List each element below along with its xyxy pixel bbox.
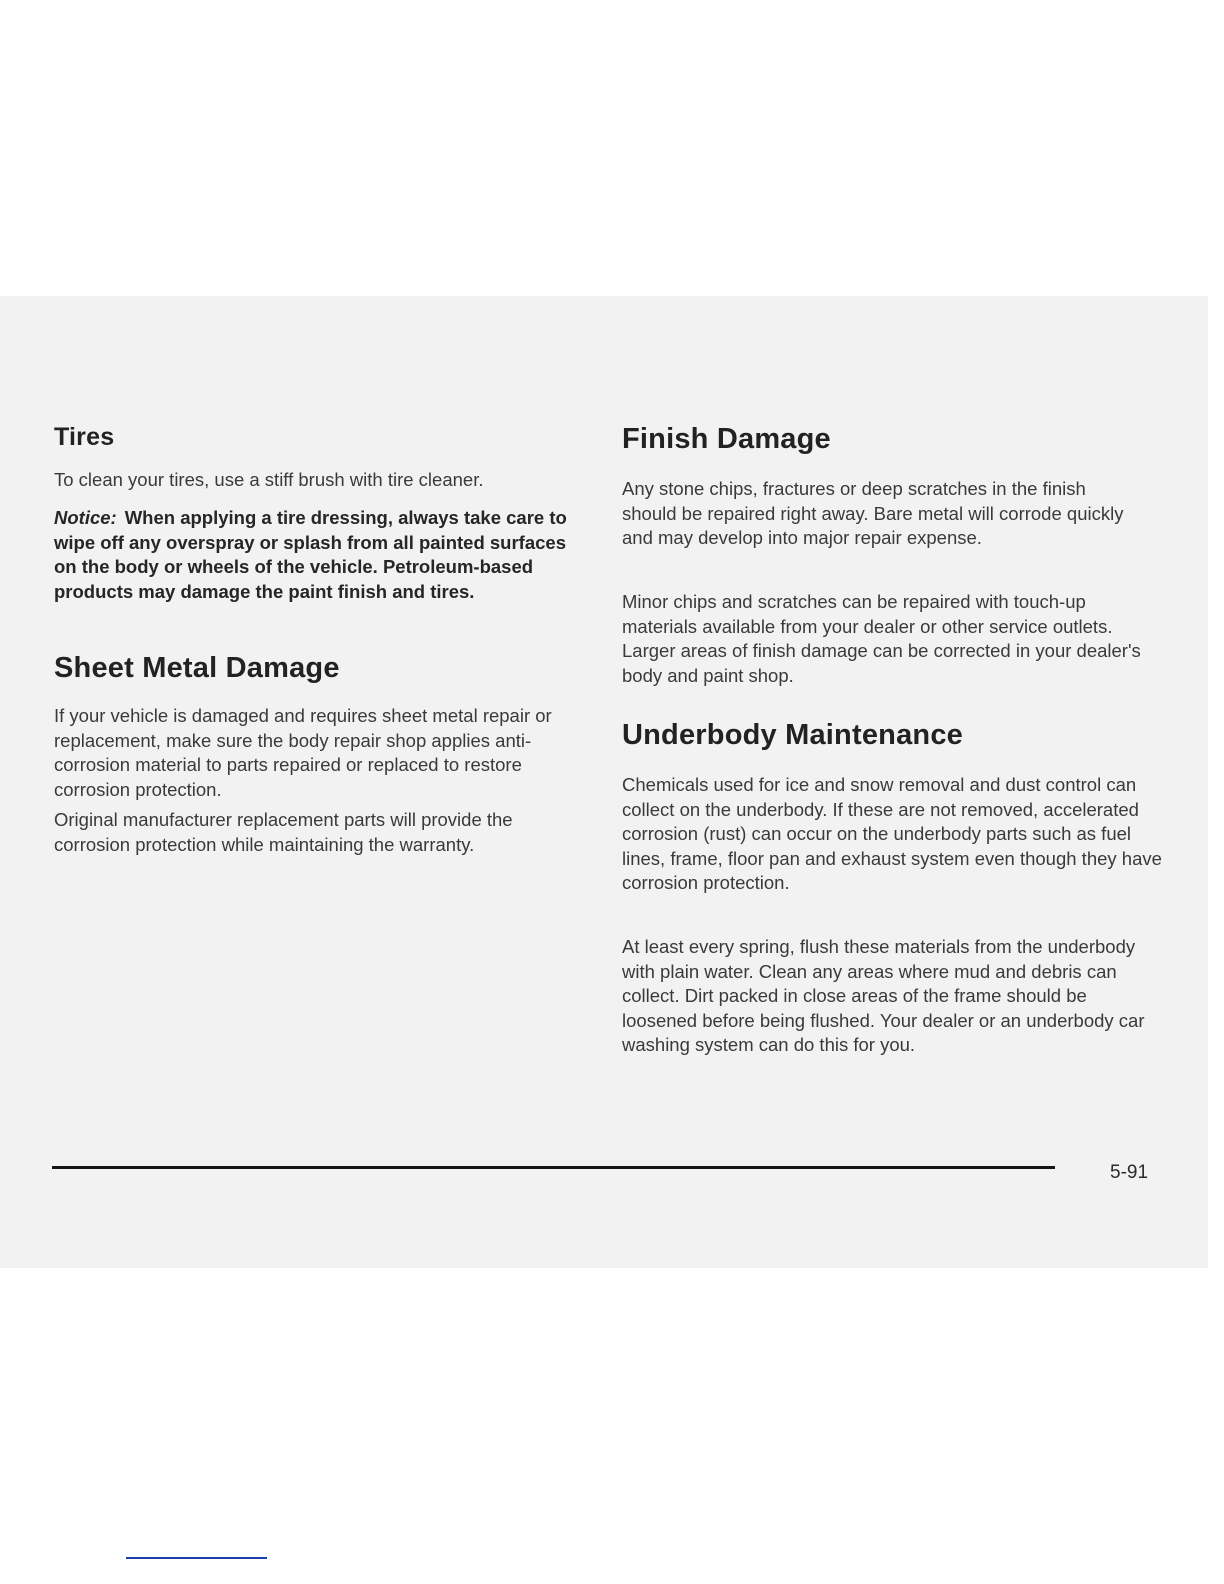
page-number: 5-91 [1110,1162,1149,1183]
notice-text: When applying a tire dressing, always take care to wipe off any overspray or splash from all painted surfaces on the body or wheels of the vehicle. Petroleum-based products may damage the paint finish and tires. [54,507,567,602]
finish-damage-paragraph-1: Any stone chips, fractures or deep scratches in the finish should be repaired right away. Bare metal will corrode quickly and may develop into major repair expense. [622,478,1124,549]
finish-damage-paragraph-2: Minor chips and scratches can be repaired with touch-up materials available from your dealer or other service outlets. Larger areas of finish damage can be corrected in your dealer's body and paint shop. [622,591,1141,686]
tires-heading: Tires [54,423,115,451]
finish-damage-heading: Finish Damage [622,423,831,455]
footer-link-underline [126,1557,267,1559]
underbody-paragraph-2: At least every spring, flush these materials from the underbody with plain water. Clean any areas where mud and debris can collect. Dirt packed in close areas of the frame should be loosened before being flushed. Your dealer or an underbody car washing system can do this for you. [622,936,1145,1056]
sheet-metal-paragraph-1: If your vehicle is damaged and requires sheet metal repair or replacement, make sure the body repair shop applies anti-corrosion material to parts repaired or replaced to restore corrosion protection. [54,705,552,800]
footer-rule [52,1166,1055,1169]
sheet-metal-paragraph-2: Original manufacturer replacement parts will provide the corrosion protection while maintaining the warranty. [54,809,513,855]
underbody-heading: Underbody Maintenance [622,719,963,751]
manual-page [0,296,1208,1268]
underbody-paragraph-1: Chemicals used for ice and snow removal and dust control can collect on the underbody. If these are not removed, accelerated corrosion (rust) can occur on the underbody parts such as fuel lines, frame, floor pan and exhaust system even though they have corrosion protection. [622,774,1162,894]
notice-label: Notice: [54,507,117,528]
sheet-metal-heading: Sheet Metal Damage [54,652,340,684]
tires-notice [54,506,584,604]
tires-body: To clean your tires, use a stiff brush with tire cleaner. [54,469,484,490]
